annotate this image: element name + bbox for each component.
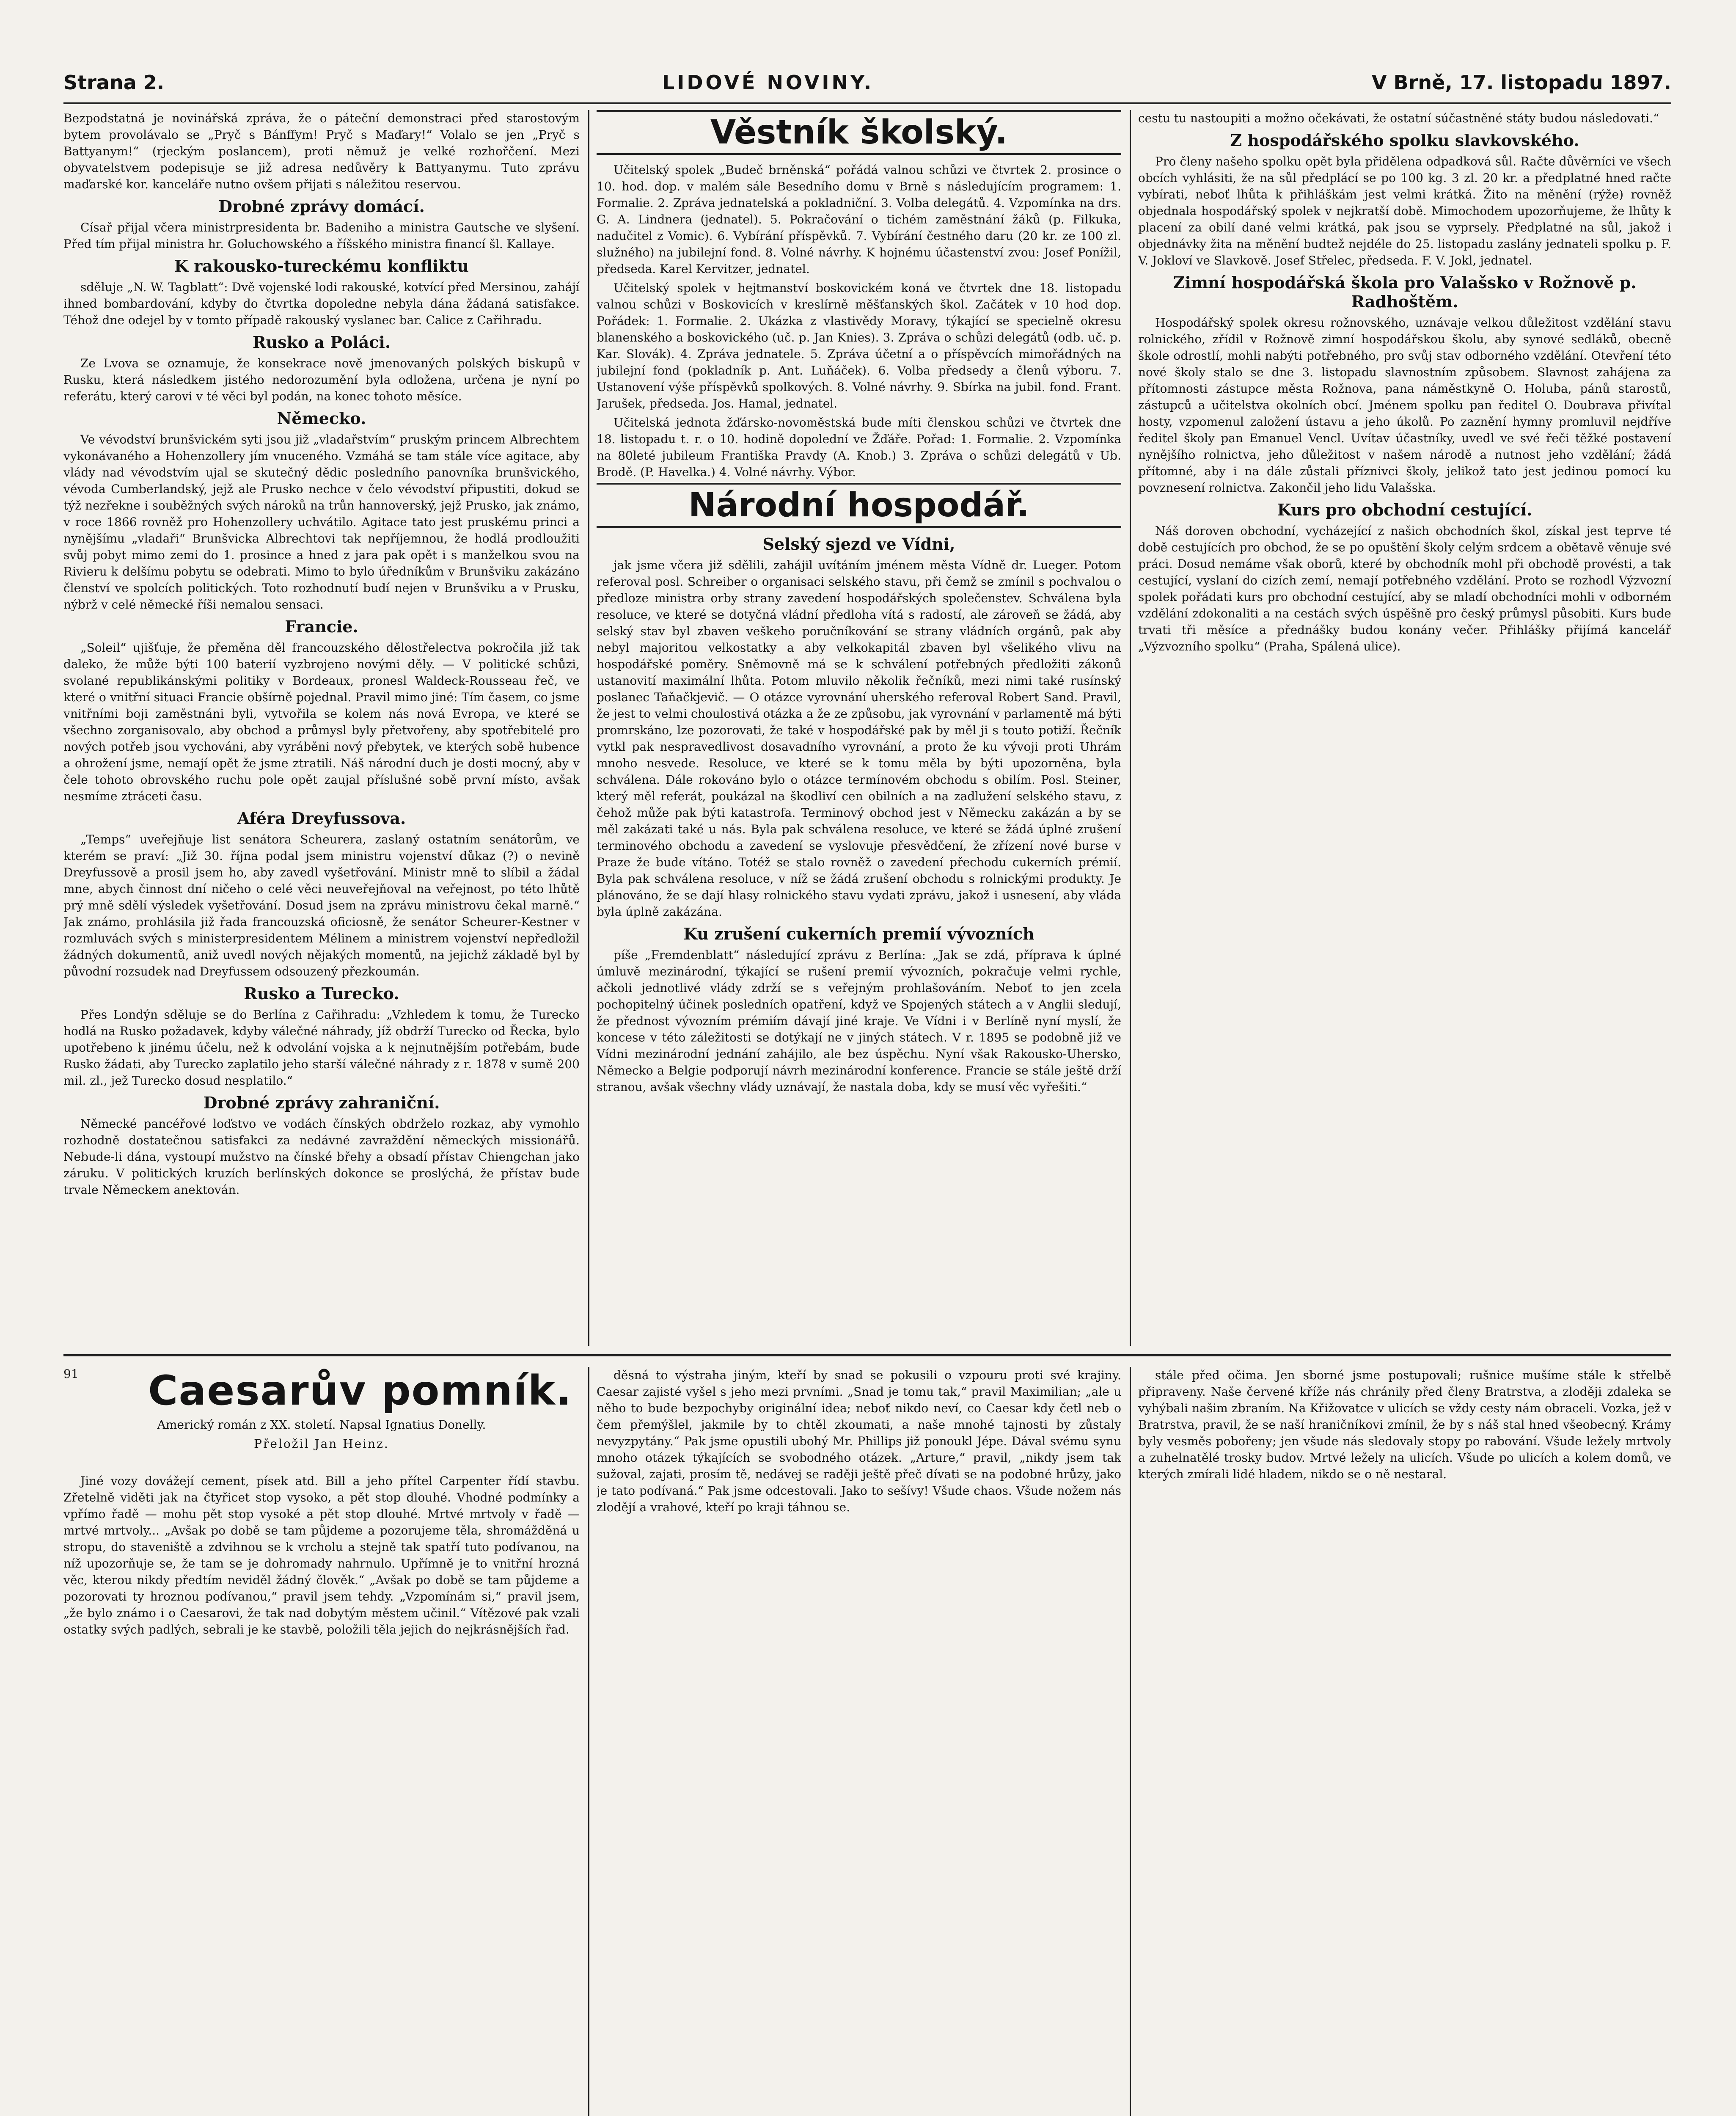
feuilleton-text-3: stále před očima. Jen sborné jsme postupovali; rušnice mušíme stále k střelbě připraveny. Naše červené kříže nás chránily před členy Bratrstva, a zloději zdaleka se vyhýbali našim zbraním. Na Křižovatce v ulicích se vždy cesty nám obraceli. Vozka, jež v Bratrstva, pravil, že se naší hraničníkovi zmínil, že by s náš stal hned všeobecný. Krámy byly vesměs pobořeny; jen všude nás sledovaly stopy po rabování. Všude ležely mrtvoly a zuhelnatělé trosky budov. Mrtvé ležely na ulicích. Všude po ulicích a kolem domů, ve kterých zmírali lidé hladem, nikdo se o ně nestaral.: [1138, 1368, 1671, 1481]
paper-title: LIDOVÉ NOVINY.: [662, 71, 874, 94]
continued-paragraph: cestu tu nastoupiti a možno očekávati, že ostatní súčastněné státy budou následovati.“: [1138, 111, 1659, 125]
travel-course-text: Náš doroven obchodní, vycházející z našich obchodních škol, získal jest teprve té době cestujících pro obchod, že se po opuštění školy celým srdcem a obětavě věnuje své práci. Dosud nemáme však oborů, které by obchodník mohl při obchodě provésti, a tak cestující, vyslaní do cizích zemí, nemají potřebného vzdělání. Proto se rozhodl Výzvozní spolek pořádati kurs pro obchodní cestující, aby se mladí obchodníci mohli v odborném vzdělání zdokonaliti a na cestách svých úspěšně pro český průmysl působiti. Kurs bude trvati tři měsíce a přednášky budou konány večer. Přihlášky přijímá kancelář „Výzvozního spolku“ (Praha, Spálená ulice).: [1138, 524, 1671, 653]
school-bulletin-heading: Věstník školský.: [597, 110, 1121, 155]
feuilleton-text-2: děsná to výstraha jiným, kteří by snad se pokusili o vzpouru proti své krajiny. Caesar zajisté vyšel s jeho mezi prvními. „Snad je tomu tak,“ pravil Maximilian; „ale u něho to bude bezpochyby originální idea; neboť nikdo neví, co Caesar kdy četl neb o čem přemýšlel, jakmile by to chtěl zkoumati, a naše mnohé tajnosti by zůstaly nevyzpytány.“ Pak jsme opustili ubohý Mr. Phillips již ponoukl Jépe. Dával svému synu mnoho otázek týkajících se svobodného otázek. „Arture,“ pravil, „nikdy jsem tak sužoval, zajati, prosím tě, nedávej se raději ještě přeč dívati se na podobné hrůzy, jako je tato podívaná.“ Pak jsme odcestovali. Jako to sešívy! Všude chaos. Všude nožem nás zlodějí a vrahové, kteří po kraji táhnou se.: [597, 1368, 1121, 1514]
conflict-heading: K rakousko-tureckému konfliktu: [174, 256, 469, 276]
feuilleton-column-3: [1138, 1367, 1671, 2116]
intro-paragraph: Bezpodstatná je novinářská zpráva, že o páteční demonstraci před starostovým bytem provolávalo se „Pryč s Bánffym! Pryč s Maďary!“ Volalo se jen „Pryč s Battyanym!“ (rjeckým poslancem), proti němuž je velké rozhořčení. Mezi obyvatelstvem podepisuje se již adresa nedůvěry k Battyanymu. Tuto zprávu maďarské kor. kanceláře nutno ovšem přijati s náležitou reservou.: [63, 111, 580, 191]
column-divider: [1130, 110, 1131, 1346]
dreyfus-text: „Temps“ uveřejňuje list senátora Scheurera, zaslaný ostatním senátorům, ve kterém se praví: „Již 30. října podal jsem ministru vojenství důkaz (?) o nevině Dreyfussově a prosil jsem ho, aby zavedl vyšetřování. Ministr mně to slíbil a žádal mne, abych činnost dní ničeho o celé věci neuveřejňoval na veřejnost, po této lhůtě prý mně sdělí výsledek vyšetřování. Dosud jsem na zprávu ministrovu čekal marně.“ Jak známo, prohlásila již řada francouzská oficiosně, že senátor Scheurer-Kestner v rozmluvách svých s ministerpresidentem Mélinem a ministrem vojenství nepředložil žádných dokumentů, aniž uvedl nových nějakých momentů, na jejichž základě byl by původní rozsudek nad Dreyfussem odsouzený přezkoumán.: [63, 832, 580, 978]
column-divider: [1130, 1367, 1131, 2116]
foreign-news-text: Německé pancéřové loďstvo ve vodách čínských obdrželo rozkaz, aby vymohlo rozhodně dostatečnou satisfakci za nedávné zavraždění německých missionářů. Nebude-li dána, vystoupí mužstvo na čínské břehy a obsadí přístav Chiengchan jako záruku. V politických kruzích berlínských dokonce se proslýchá, že přístav bude trvale Německem anektován.: [63, 1117, 580, 1197]
installment-number: 91: [63, 1367, 79, 1381]
winter-school-text: Hospodářský spolek okresu rožnovského, uznávaje velkou důležitost vzdělání stavu rolnického, zřídil v Rožnově zimní hospodářskou školu, aby synové sedláků, obecně škole odrostlí, mohli nabýti potřebného, pro svůj stav odborného vzdělání. Otevření této nové školy stalo se dne 3. listopadu slavnostním způsobem. Slavnost zahájena za přítomnosti zástupce města Rožnova, pana náměstkyně O. Holuba, pánů starostů, zástupců a učitelstva okolních obcí. Jménem spolku pan ředitel O. Doubrava přivítal hosty, vzpomenul založení ústavu a jeho úkolů. Po zaznění hymny promluvil nejdříve ředitel školy pan Emanuel Vencl. Uvítav účastníky, uvedl ve své řeči těžké postavení nynějšího rolnictva, jeho důležitost v našem národě a nutnost jeho vzdělání; žádá přítomné, aby i na dále zůstali příznivci školy, jelikož tato jest jedinou pomocí ku povznesení rolnictva. Zakončil jeho lidu Valašska.: [1138, 316, 1671, 495]
conflict-text: sděluje „N. W. Tagblatt“: Dvě vojenské lodi rakouské, kotvící před Mersinou, zahájí ihned bombardování, kdyby do čtvrtka dopoledne nebyla dána žádaná satisfakce. Téhož dne odejel by v tomto případě rakouský vyslanec bar. Calice z Cařihradu.: [63, 280, 580, 327]
feuilleton-translator: Přeložil Jan Heinz.: [254, 1437, 389, 1451]
column-divider: [588, 1367, 589, 2116]
france-heading: Francie.: [285, 617, 358, 636]
feuilleton-header: [63, 1367, 580, 1464]
newspaper-page: [63, 63, 1671, 2116]
slavkov-society-text: Pro členy našeho spolku opět byla přidělena odpadková sůl. Račte důvěrníci ve všech obcích vyhlásiti, že na sůl předplácí se po 100 kg. 3 zl. 20 kr. a předplatné hned račte vybírati, neboť lhůta k přihláškám jest velmi krátká. Žito na měnění (rýže) rovněž objednala hospodářský spolek v nejkratší době. Mimochodem upozorňujeme, že lhůty k placení za obilí dané velmi krátká, pak jsou se vyprsely. Předplatné na sůl, jakož i objednávky žita na měnění budtež nejdéle do 25. listopadu zaslány jednateli spolku p. F. V. Jokloví ve Slavkově. Josef Střelec, předseda. F. V. Jokl, jednatel.: [1138, 154, 1671, 267]
russia-poles-heading: Rusko a Poláci.: [252, 333, 391, 352]
travel-course-heading: Kurs pro obchodní cestující.: [1277, 500, 1532, 519]
feuilleton-column-1: [63, 1473, 580, 2116]
domestic-news: Císař přijal včera ministrpresidenta br. Badeniho a ministra Gautsche ve slyšení. Před tím přijal ministra hr. Goluchowského a říšského ministra financí šl. Kallaye.: [63, 220, 580, 251]
feuilleton-subtitle: Americký román z XX. století. Napsal Ignatius Donelly.: [157, 1418, 486, 1432]
school-notice-3: Učitelská jednota žďársko-novoměstská bude míti členskou schůzi ve čtvrtek dne 18. listopadu t. r. o 10. hodině dopolední ve Žďáře. Pořad: 1. Formalie. 2. Vzpomínka na 80leté jubileum Františka Pravdy (A. Knob.) 3. Zpráva o schůzi delegátů v Ub. Brodě. (P. Havelka.) 4. Volné návrhy. Výbor.: [597, 416, 1121, 479]
farmers-congress-text: jak jsme včera již sdělili, zahájil uvítáním jménem města Vídně dr. Lueger. Potom referoval posl. Schreiber o organisaci selského stavu, při čemž se zmínil s pochvalou o předloze ministra orby strany zavedení hospodářských společenstev. Schválena byla resoluce, ve které se dotyčná vládní předloha vítá s radostí, ale zároveň se žádá, aby selský stav byl zbaven veškeho poručníkování se strany vládních orgánů, pak aby nebyl majoritou velkostatky a aby velkokapitál zbaven byl všelikého vlivu na hospodářské poměry. Sněmovně má se k schválení potřebných předložiti zákonů ustanovití maximální lhůta. Potom mluvilo několik řečníků, mezi nimi také rusínský poslanec Taňačkjevič. — O otázce vyrovnání uherského referoval Robert Sand. Pravil, že jest to velmi choulostivá otázka a že ze způsobu, jak vyrovnání v parlamentě má býti promrskáno, lze pozorovati, že také v hospodářské pak by měl ji s touto potiží. Řečník vytkl pak nespravedlivost dosavadního vyrovnání, a proto že ku vývoji proti Uhrám mnoho nesvede. Resoluce, ve které se k tomu měla by býti upozorněna, byla schválena. Dále rokováno bylo o otázce termínovém obchodu s obilím. Posl. Steiner, který měl referát, poukázal na škodliví cen obilních a na zadlužení selského stavu, z čehož může pak býti katastrofa. Terminový obchod jest v Německu zakázán a by se měl zakázati také u nás. Byla pak schválena resoluce, ve které se žádá úplné zrušení terminového obchodu a zavedení se vyslovuje přesvědčení, že zřízení nové burse v Praze že bude vítáno. Totéž se stalo rovněž o zavedení přechodu cukerních prémií. Byla pak schválena resoluce, v níž se žádá zrušení obchodu s rolnickými produkty. Je plánováno, že se dají hlasy rolnického stavu vydati zprávu, jakož i usnesení, aby vláda byla úplně zakázána.: [597, 558, 1121, 919]
winter-school-heading: Zimní hospodářská škola pro Valašsko v Rožnově p. Radhoštěm.: [1173, 273, 1637, 311]
russia-poles-text: Ze Lvova se oznamuje, že konsekrace nově jmenovaných polských biskupů v Rusku, která následkem jistého nedorozumění byla odložena, určena je nyní po referátu, který carovi v té věci byl podán, na konec tohoto měsíce.: [63, 356, 580, 403]
column-politics: [63, 110, 580, 1346]
column-divider: [588, 110, 589, 1346]
feuilleton-column-2: [597, 1367, 1121, 2116]
masthead: [63, 63, 1671, 102]
germany-heading: Německo.: [277, 409, 366, 428]
issue-date: V Brně, 17. listopadu 1897.: [1372, 71, 1671, 94]
foreign-news-heading: Drobné zprávy zahraniční.: [203, 1093, 440, 1112]
slavkov-society-heading: Z hospodářského spolku slavkovského.: [1230, 131, 1579, 150]
sugar-premium-text: píše „Fremdenblatt“ následující zprávu z Berlína: „Jak se zdá, příprava k úplné úmluvě mezinárodní, týkající se rušení premií vývozních, pokračuje velmi rychle, ačkoli jednotlivé vlády zdrží se s veřejným prohlašováním. Neboť to jen zcela pochopitelný účinek posledních opatření, když ve Spojených státech a v Anglii sledují, že přednost vývozním prémiím dávají jiné kraje. Ve Vídni i v Berlíně nyní myslí, že koncese v této záležitosti se dotýkají ne v jiných státech. V r. 1895 se podobně již ve Vídni mezinárodní jednání zahájilo, ale bez úspěchu. Nyní však Rakousko-Uhersko, Německo a Belgie podporují návrh mezinárodní konference. Francie se stále ještě drží stranou, avšak všechny vlády uznávají, že nastala doba, kdy se musí věc vyřešiti.“: [597, 948, 1121, 1094]
farmers-congress-heading: Selský sjezd ve Vídni,: [762, 535, 955, 554]
page-number: Strana 2.: [63, 71, 165, 94]
domestic-news-heading: Drobné zprávy domácí.: [218, 197, 425, 216]
school-notice-1: Učitelský spolek „Budeč brněnská“ pořádá valnou schůzi ve čtvrtek 2. prosince o 10. hod. dop. v malém sále Besedního domu v Brně s následujícím programem: 1. Formalie. 2. Zpráva jednatelská a pokladniční. 3. Volba delegátů. 4. Vzpomínka na drs. G. A. Lindnera (jednatel). 5. Pokračování o tichém zaměstnání žáků (p. Filkuka, nadučitel z Vomic). 6. Vybírání příspěvků. 7. Vybírání čestného daru (20 kr. ze 100 zl. služného) na jubilejní fond. 8. Volné návrhy. K hojnému účastenství zvou: Josef Ponížil, předseda. Karel Kervitzer, jednatel.: [597, 163, 1121, 276]
masthead-rule: [63, 102, 1671, 104]
feuilleton-rule: [63, 1354, 1671, 1356]
school-notice-2: Učitelský spolek v hejtmanství boskovickém koná ve čtvrtek dne 18. listopadu valnou schůzi v Boskovicích v kreslírně měšťanských škol. Začátek v 10 hod dop. Pořádek: 1. Formalie. 2. Ukázka z vlastivědy Moravy, týkající se specielně okresu blanenského a boskovického (uč. p. Jan Knies). 3. Zpráva o schůzi delegátů (odb. uč. p. Kar. Slovák). 4. Zpráva jednatele. 5. Zpráva účetní a o příspěvcích mimořádných na jubilejní fond (pokladník p. Ant. Luňáček). 6. Volba předsedy a členů výboru. 7. Ustanovení výše příspěvků spolkových. 8. Volné návrhy. 9. Sbírka na jubil. fond. Frant. Jarušek, předseda. Jos. Hamal, jednatel.: [597, 281, 1121, 411]
feuilleton-title: Caesarův pomník.: [148, 1367, 572, 1414]
germany-text: Ve vévodství brunšvickém syti jsou již „vladařstvím“ pruským princem Albrechtem vykonávaného a Hohenzollery jím vnuceného. Vzmáhá se tam stále více agitace, aby vlády nad vévodstvím ujal se skutečný dědic posledního panovníka brunšvického, vévoda Cumberlandský, jejž ale Prusko nechce v čelo vévodství připustiti, dokud se týž nezřekne i souběžných svých nároků na trůn hannoverský, jejž Prusko, jak známo, v roce 1866 rovněž pro Hohenzollery uchvátilo. Agitace tato jest pruskému princi a nynějšímu „vladaři“ Brunšvicka Albrechtovi tak nepříjemnou, že hodlá prodloužiti svůj pobyt mimo zemi do 1. prosince a hned z jara pak opět i s manželkou svou na Rivieru k delšímu pobytu se odebrati. Mimo to bylo úředníkům v Brunšviku zakázáno členství ve spolcích politických. Toto rozhodnutí budí nejen v Brunšviku a v Prusku, nýbrž v celé německé říši nemalou sensaci.: [63, 433, 580, 612]
russia-turkey-text: Přes Londýn sděluje se do Berlína z Cařihradu: „Vzhledem k tomu, že Turecko hodlá na Rusko požadavek, kdyby válečné náhrady, jíž obdrží Turecko od Řecka, bylo upotřebeno k jinému účelu, než k odvolání vojska a k nejnutnějším potřebám, bude Rusko žádati, aby Turecko zaplatilo jeho starší válečné náhrady z r. 1878 v sumě 200 mil. zl., jež Turecko dosud nesplatilo.“: [63, 1008, 580, 1088]
feuilleton-text-1: Jiné vozy dovážejí cement, písek atd. Bill a jeho přítel Carpenter řídí stavbu. Zřetelně viděti jak na čtyřicet stop vysoko, a pět stop dlouhé. Vhodné podmínky a vpřímo řadě — mohu pět stop vysoké a pět stop dlouhé. Mrtvé mrtvoly v řadě — mrtvé mrtvoly... „Avšak po době se tam půjdeme a pozorujeme těla, shromážděná u stropu, do staveniště a zdvihnou se k vrcholu a stejně tak spatří tuto podívanou, na níž upozorňuje se, že tam se je dohromady nahrnulo. Upřímně je to vnitřní hrozná věc, kterou nikdy předtím neviděl žádný člověk.“ „Avšak po době se tam půjdeme a pozorovati ty hroznou podívanou,“ pravil jsem tehdy. „Vzpomínám si,“ pravil jsem, „že bylo známo i o Caesarovi, že tak nad dobytým městem učinil.“ Vítězové pak vzali ostatky svých padlých, sebrali je ke stavbě, položili těla jejich do nejkrásnějších řad.: [63, 1474, 580, 1637]
column-agriculture: [1138, 110, 1671, 1346]
economy-heading: Národní hospodář.: [597, 483, 1121, 528]
column-school-economy: [597, 110, 1121, 1346]
dreyfus-heading: Aféra Dreyfussova.: [237, 809, 406, 828]
russia-turkey-heading: Rusko a Turecko.: [244, 984, 399, 1003]
france-text: „Soleil“ ujišťuje, že přeměna děl francouzského dělostřelectva pokročila již tak daleko, že může býti 100 baterií vyzbrojeno novými děly. — V politické schůzi, svolané republikánskými politiky v Bordeaux, pronesl Waldeck-Rousseau řeč, ve které o vnitřní situaci Francie obšírně pojednal. Pravil mimo jiné: Tím časem, co jsme vnitřními boji zaměstnáni byli, vytvořila se kolem nás nová Evropa, ve které se všechno zorganisovalo, aby obchod a průmysl byly přetvořeny, aby spotřebitelé pro nových potřeb jsou vychováni, aby vyráběni nový přebytek, ve kterých sobě hubence a ohrožení jsme, nemají opět že jsme ztratili. Náš národní duch je dosti mocný, aby v čele tohoto obrovského ruchu pole opět zaujal příslušné sobě první místo, avšak nesmíme ztráceti času.: [63, 641, 580, 803]
sugar-premium-heading: Ku zrušení cukerních premií vývozních: [683, 924, 1034, 943]
